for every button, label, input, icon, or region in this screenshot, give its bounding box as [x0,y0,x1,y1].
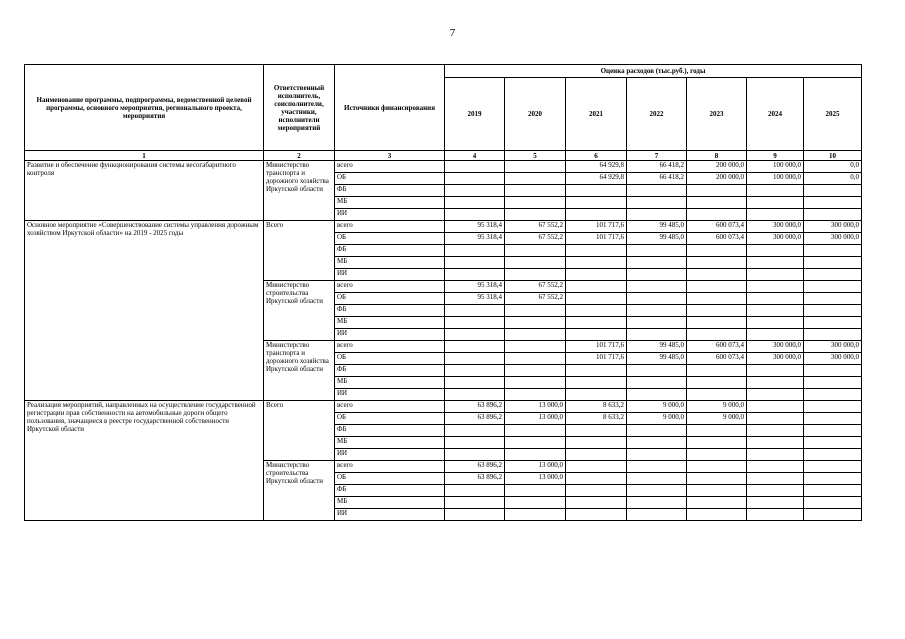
value-cell [627,473,687,485]
value-cell [804,377,862,389]
column-number: 8 [687,151,747,161]
value-cell [747,485,804,497]
value-cell: 300 000,0 [747,341,804,353]
activity-name: Основное мероприятие «Совершенствование системы управления дорожным хозяйством Иркутской области» на 2019 - 2025 годы [25,221,264,401]
value-cell: 99 485,0 [627,233,687,245]
value-cell [687,365,747,377]
value-cell: 8 633,2 [566,401,627,413]
value-cell [747,389,804,401]
value-cell [505,449,566,461]
value-cell [747,365,804,377]
header-year: 2019 [445,78,505,151]
value-cell: 67 552,2 [505,233,566,245]
value-cell [505,269,566,281]
value-cell [747,329,804,341]
funding-source: МБ [335,437,445,449]
value-cell [627,305,687,317]
column-number: 9 [747,151,804,161]
column-number: 6 [566,151,627,161]
value-cell [747,317,804,329]
header-executor: Ответственный исполнитель, соисполнители, участники, исполнители мероприятий [264,65,335,151]
value-cell: 13 000,0 [505,461,566,473]
funding-source: всего [335,281,445,293]
header-year: 2022 [627,78,687,151]
value-cell: 99 485,0 [627,353,687,365]
value-cell [566,197,627,209]
value-cell [566,461,627,473]
column-number: 4 [445,151,505,161]
value-cell: 67 552,2 [505,221,566,233]
page-number: 7 [449,27,456,39]
value-cell: 63 896,2 [445,473,505,485]
value-cell [505,389,566,401]
funding-source: МБ [335,317,445,329]
value-cell [505,341,566,353]
value-cell [804,365,862,377]
value-cell: 300 000,0 [747,233,804,245]
executor-cell: Министерство транспорта и дорожного хозяйства Иркутской области [264,341,335,401]
funding-source: МБ [335,497,445,509]
value-cell [505,437,566,449]
value-cell [687,245,747,257]
value-cell [445,161,505,173]
value-cell [687,461,747,473]
value-cell [804,317,862,329]
header-sources: Источники финансирования [335,65,445,151]
funding-source: МБ [335,377,445,389]
budget-table [24,64,862,521]
value-cell: 99 485,0 [627,221,687,233]
executor-cell: Всего [264,401,335,461]
value-cell: 95 318,4 [445,221,505,233]
value-cell [747,509,804,521]
value-cell [445,317,505,329]
value-cell [566,245,627,257]
value-cell [804,449,862,461]
value-cell [627,425,687,437]
value-cell: 200 000,0 [687,173,747,185]
value-cell [804,257,862,269]
value-cell [627,461,687,473]
header-name: Наименование программы, подпрограммы, ведомственной целевой программы, основного мероприятия, регионального проекта, мероприятия [25,65,264,151]
value-cell [445,305,505,317]
value-cell [627,257,687,269]
value-cell: 8 633,2 [566,413,627,425]
value-cell: 63 896,2 [445,401,505,413]
value-cell [566,317,627,329]
value-cell [804,461,862,473]
funding-source: ИИ [335,329,445,341]
value-cell: 300 000,0 [804,221,862,233]
value-cell [747,377,804,389]
table-row [25,401,862,413]
executor-cell: Министерство транспорта и дорожного хозяйства Иркутской области [264,161,335,221]
value-cell: 600 073,4 [687,341,747,353]
funding-source: всего [335,161,445,173]
value-cell [687,449,747,461]
value-cell [445,365,505,377]
value-cell: 9 000,0 [627,413,687,425]
value-cell [687,185,747,197]
value-cell: 300 000,0 [747,221,804,233]
funding-source: ФБ [335,365,445,377]
value-cell [747,185,804,197]
value-cell: 300 000,0 [747,353,804,365]
value-cell: 63 896,2 [445,413,505,425]
value-cell [747,305,804,317]
value-cell: 67 552,2 [505,293,566,305]
value-cell [687,293,747,305]
value-cell [747,197,804,209]
value-cell [687,437,747,449]
value-cell [627,449,687,461]
value-cell: 101 717,6 [566,341,627,353]
value-cell [804,209,862,221]
value-cell: 0,0 [804,161,862,173]
value-cell [627,485,687,497]
header-year: 2023 [687,78,747,151]
value-cell: 67 552,2 [505,281,566,293]
value-cell [747,413,804,425]
executor-cell: Министерство строительства Иркутской области [264,461,335,521]
value-cell [445,269,505,281]
value-cell: 300 000,0 [804,353,862,365]
value-cell: 101 717,6 [566,221,627,233]
header-year: 2020 [505,78,566,151]
value-cell [566,269,627,281]
column-number: 10 [804,151,862,161]
funding-source: ОБ [335,293,445,305]
funding-source: всего [335,221,445,233]
header-estimate: Оценка расходов (тыс.руб.), годы [445,65,862,78]
value-cell [627,509,687,521]
funding-source: ОБ [335,473,445,485]
value-cell [445,197,505,209]
funding-source: ФБ [335,185,445,197]
value-cell [566,209,627,221]
value-cell: 600 073,4 [687,233,747,245]
value-cell [566,449,627,461]
value-cell [566,389,627,401]
value-cell [505,485,566,497]
value-cell [627,245,687,257]
value-cell [687,485,747,497]
value-cell [687,281,747,293]
value-cell [687,497,747,509]
value-cell [566,437,627,449]
value-cell [566,485,627,497]
value-cell: 64 929,8 [566,161,627,173]
header-year: 2024 [747,78,804,151]
funding-source: МБ [335,257,445,269]
value-cell [804,197,862,209]
value-cell [687,389,747,401]
value-cell [804,389,862,401]
funding-source: ОБ [335,413,445,425]
funding-source: ИИ [335,269,445,281]
column-number: 7 [627,151,687,161]
value-cell: 200 000,0 [687,161,747,173]
value-cell: 13 000,0 [505,473,566,485]
value-cell [566,377,627,389]
value-cell [566,425,627,437]
value-cell [687,425,747,437]
value-cell: 95 318,4 [445,233,505,245]
value-cell: 0,0 [804,173,862,185]
column-number: 3 [335,151,445,161]
value-cell: 13 000,0 [505,401,566,413]
funding-source: ИИ [335,449,445,461]
value-cell [687,509,747,521]
value-cell [747,209,804,221]
value-cell [445,173,505,185]
value-cell [445,497,505,509]
value-cell [505,365,566,377]
value-cell [627,329,687,341]
value-cell [747,293,804,305]
value-cell [505,245,566,257]
value-cell [627,377,687,389]
value-cell [566,185,627,197]
value-cell [566,293,627,305]
value-cell [804,305,862,317]
value-cell [505,317,566,329]
value-cell [804,437,862,449]
funding-source: ОБ [335,353,445,365]
value-cell [445,437,505,449]
funding-source: ОБ [335,233,445,245]
value-cell: 101 717,6 [566,353,627,365]
value-cell [804,425,862,437]
value-cell [505,377,566,389]
table-body [25,161,862,521]
funding-source: всего [335,401,445,413]
value-cell [566,509,627,521]
value-cell: 66 418,2 [627,173,687,185]
value-cell [747,257,804,269]
value-cell [804,509,862,521]
value-cell: 600 073,4 [687,221,747,233]
activity-name: Развитие и обеспечение функционирования системы весогабаритного контроля [25,161,264,221]
value-cell: 101 717,6 [566,233,627,245]
executor-cell: Всего [264,221,335,281]
value-cell [747,401,804,413]
value-cell [505,209,566,221]
value-cell: 300 000,0 [804,341,862,353]
value-cell [445,425,505,437]
value-cell: 64 929,8 [566,173,627,185]
value-cell [627,209,687,221]
table-row [25,161,862,173]
value-cell [445,449,505,461]
value-cell [445,185,505,197]
value-cell [747,497,804,509]
funding-source: ИИ [335,209,445,221]
funding-source: ИИ [335,389,445,401]
funding-source: ФБ [335,485,445,497]
funding-source: всего [335,341,445,353]
value-cell [505,161,566,173]
value-cell [627,269,687,281]
table-row [25,221,862,233]
value-cell [445,245,505,257]
value-cell [747,425,804,437]
value-cell [445,485,505,497]
value-cell [505,353,566,365]
header-year: 2021 [566,78,627,151]
value-cell [687,329,747,341]
value-cell [566,257,627,269]
value-cell [445,209,505,221]
funding-source: ФБ [335,245,445,257]
funding-source: ОБ [335,173,445,185]
value-cell [804,269,862,281]
value-cell [687,197,747,209]
value-cell [804,329,862,341]
value-cell [505,497,566,509]
value-cell [505,257,566,269]
value-cell [445,329,505,341]
value-cell [627,389,687,401]
header-year: 2025 [804,78,862,151]
value-cell [566,365,627,377]
value-cell [627,437,687,449]
value-cell [804,401,862,413]
value-cell [627,281,687,293]
funding-source: ФБ [335,425,445,437]
value-cell: 99 485,0 [627,341,687,353]
value-cell [804,185,862,197]
value-cell [566,497,627,509]
value-cell [505,185,566,197]
column-number: 5 [505,151,566,161]
value-cell [627,293,687,305]
value-cell [747,449,804,461]
value-cell [804,281,862,293]
value-cell [445,509,505,521]
value-cell: 9 000,0 [627,401,687,413]
value-cell: 100 000,0 [747,173,804,185]
value-cell [747,269,804,281]
value-cell [804,293,862,305]
funding-source: всего [335,461,445,473]
value-cell [627,317,687,329]
value-cell [747,281,804,293]
value-cell: 9 000,0 [687,413,747,425]
value-cell [804,245,862,257]
column-number: 1 [25,151,264,161]
value-cell [747,245,804,257]
value-cell [566,281,627,293]
value-cell [566,329,627,341]
value-cell [445,341,505,353]
column-number: 2 [264,151,335,161]
value-cell [747,437,804,449]
value-cell [687,317,747,329]
value-cell [687,257,747,269]
value-cell [747,473,804,485]
value-cell [627,365,687,377]
value-cell [445,389,505,401]
value-cell [445,353,505,365]
value-cell [804,497,862,509]
value-cell [687,269,747,281]
funding-source: МБ [335,197,445,209]
value-cell [687,209,747,221]
value-cell [804,413,862,425]
value-cell [566,305,627,317]
value-cell [687,377,747,389]
value-cell [747,461,804,473]
value-cell [566,473,627,485]
value-cell: 600 073,4 [687,353,747,365]
value-cell [445,377,505,389]
value-cell [627,197,687,209]
value-cell: 100 000,0 [747,161,804,173]
value-cell [627,497,687,509]
value-cell [505,509,566,521]
value-cell [804,473,862,485]
value-cell [505,173,566,185]
value-cell [505,329,566,341]
value-cell [627,185,687,197]
executor-cell: Министерство строительства Иркутской области [264,281,335,341]
value-cell: 95 318,4 [445,293,505,305]
value-cell [804,485,862,497]
value-cell: 66 418,2 [627,161,687,173]
value-cell [505,197,566,209]
activity-name: Реализация мероприятий, направленных на осуществление государственной регистрации прав собственности на автомобильные дороги общего пользования, значащиеся в реестре государственной собственности Иркутской области [25,401,264,521]
value-cell [445,257,505,269]
value-cell: 9 000,0 [687,401,747,413]
value-cell: 13 000,0 [505,413,566,425]
value-cell: 300 000,0 [804,233,862,245]
value-cell: 95 318,4 [445,281,505,293]
value-cell [505,425,566,437]
value-cell [687,473,747,485]
funding-source: ИИ [335,509,445,521]
value-cell [687,305,747,317]
funding-source: ФБ [335,305,445,317]
value-cell: 63 896,2 [445,461,505,473]
value-cell [505,305,566,317]
